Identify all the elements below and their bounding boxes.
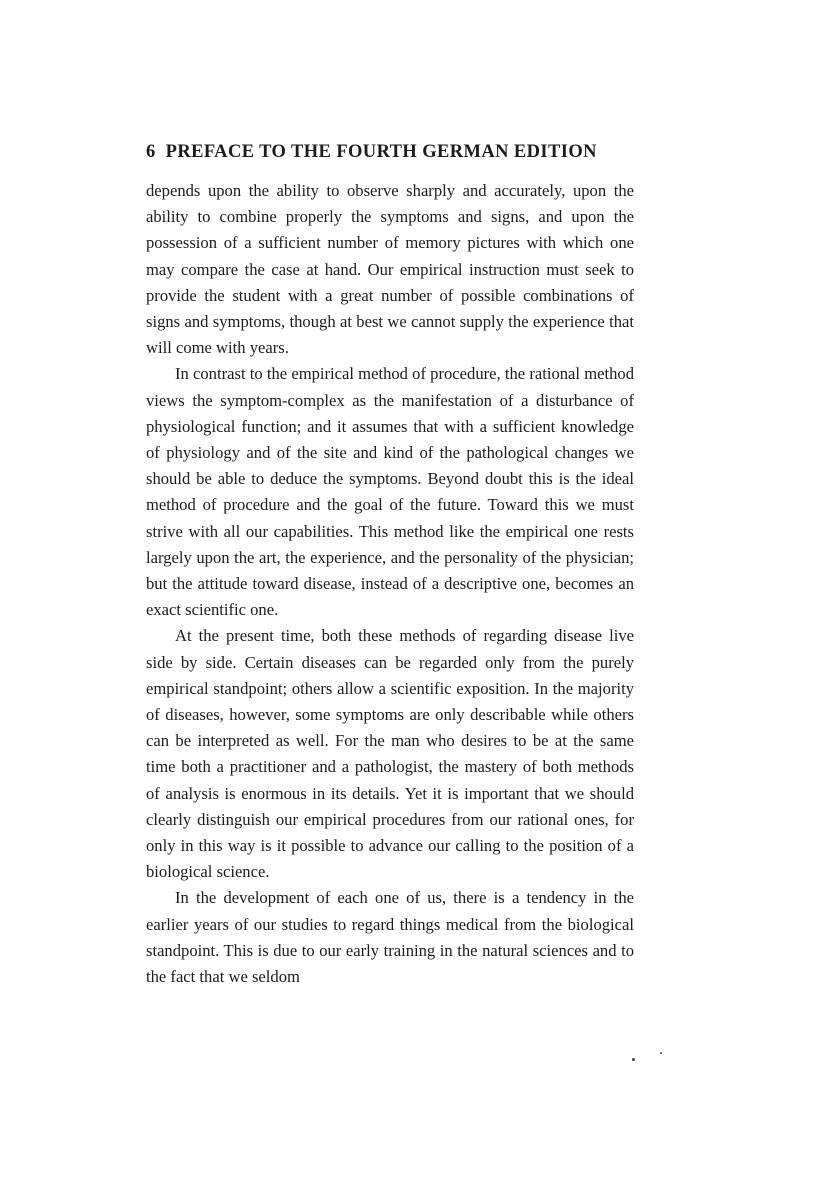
body-text [146,178,634,990]
running-head [146,142,616,163]
scan-speck [632,1058,635,1061]
paragraph-continued: depends upon the ability to observe sharply and accurately, upon the ability to combine properly the symptoms and signs, and upon the possession of a sufficient number of memory pictures with which one may compare the case at hand. Our empirical instruction must seek to provide the student with a great number of possible combinations of signs and symptoms, though at best we cannot supply the experience that will come with years. [146,181,634,358]
paragraph: In contrast to the empirical method of procedure, the rational method views the symptom-complex as the manifestation of a disturbance of physiological function; and it assumes that with a sufficient knowledge of physiology and of the site and kind of the pathological changes we should be able to deduce the symptoms. Beyond doubt this is the ideal method of procedure and the goal of the future. Toward this we must strive with all our capabilities. This method like the empirical one rests largely upon the art, the experience, and the personality of the physician; but the attitude toward disease, instead of a descriptive one, becomes an exact scientific one. [146,364,634,620]
running-head-title: PREFACE TO THE FOURTH GERMAN EDITION [165,142,597,162]
paragraph: In the development of each one of us, there is a tendency in the earlier years of our studies to regard things medical from the biological standpoint. This is due to our early training in the natural sciences and to the fact that we seldom [146,888,634,987]
scan-speck [660,1052,662,1054]
paragraph: At the present time, both these methods of regarding disease live side by side. Certain diseases can be regarded only from the purely empirical standpoint; others allow a scientific exposition. In the majority of diseases, however, some symptoms are only describable while others can be interpreted as well. For the man who desires to be at the same time both a practitioner and a pathologist, the mastery of both methods of analysis is enormous in its details. Yet it is important that we should clearly distinguish our empirical procedures from our rational ones, for only in this way is it possible to advance our calling to the position of a biological science. [146,626,634,882]
page-number: 6 [146,142,156,162]
